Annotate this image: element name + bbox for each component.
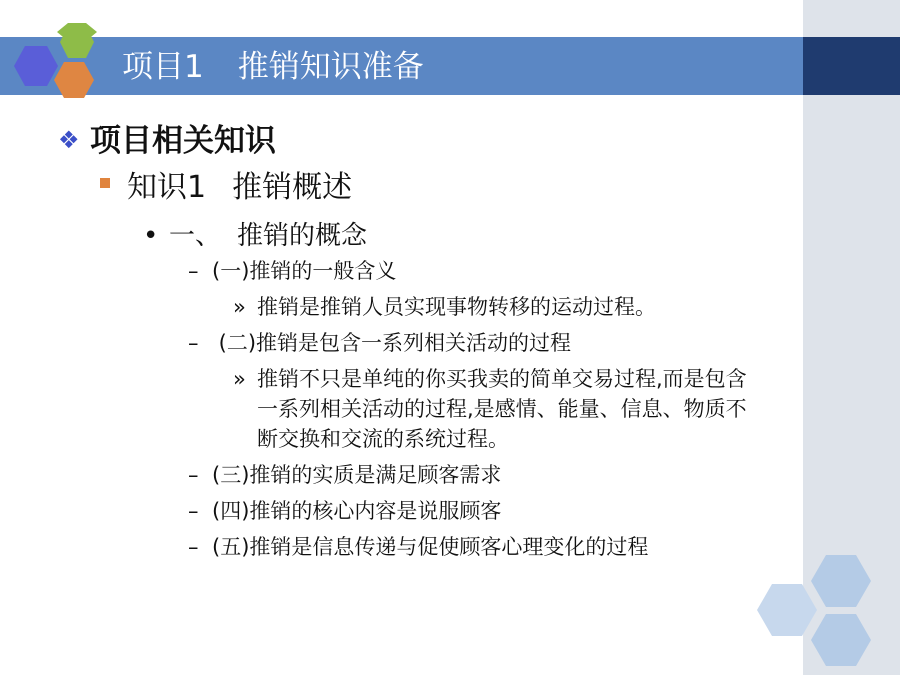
- item-text-line3: 断交换和交流的系统过程。: [257, 427, 509, 451]
- list-item: [188, 256, 396, 286]
- section-prefix: 一、: [169, 221, 222, 251]
- dot-bullet-icon: •: [143, 221, 159, 251]
- heading: [58, 120, 276, 161]
- hexagon-orange: [54, 62, 94, 98]
- dash-marker: –: [188, 331, 199, 355]
- chevron-marker: »: [233, 295, 246, 319]
- dash-marker: –: [188, 259, 199, 283]
- diamond-bullet-icon: ❖: [58, 126, 80, 154]
- heading-text: 项目相关知识: [90, 123, 276, 159]
- hexagon-logo: [8, 20, 108, 108]
- dash-marker: –: [188, 535, 199, 559]
- list-item: [188, 496, 501, 526]
- list-item: [188, 328, 571, 358]
- item-text: (三)推销的实质是满足顾客需求: [212, 463, 502, 487]
- item-text: (五)推销是信息传递与促使顾客心理变化的过程: [212, 535, 649, 559]
- hexagon-light-bottom: [811, 614, 871, 666]
- hexagon-blue: [14, 46, 58, 86]
- subheading-main: 推销概述: [232, 170, 353, 205]
- list-item: [188, 532, 648, 562]
- slide-title: [122, 47, 424, 87]
- item-text: (二)推销是包含一系列相关活动的过程: [212, 331, 572, 355]
- title-bar-dark-block: [803, 37, 900, 95]
- list-item: [233, 292, 853, 322]
- item-text: (四)推销的核心内容是说服顾客: [212, 499, 502, 523]
- subheading-prefix: 知识1: [127, 170, 207, 205]
- subheading: [100, 168, 352, 208]
- section-main: 推销的概念: [237, 221, 368, 251]
- title-main: 推销知识准备: [237, 49, 424, 85]
- item-text-line2: 一系列相关活动的过程,是感情、能量、信息、物质不: [257, 397, 747, 421]
- square-bullet-icon: [100, 178, 110, 188]
- list-item: [233, 364, 853, 454]
- item-text: 推销是推销人员实现事物转移的运动过程。: [257, 295, 656, 319]
- section-heading: [143, 218, 367, 254]
- hexagon-light-top: [811, 555, 871, 607]
- hexagon-light-left: [757, 584, 817, 636]
- title-prefix: 项目1: [122, 49, 204, 85]
- item-text: (一)推销的一般含义: [212, 259, 397, 283]
- hexagon-cluster: [756, 552, 900, 675]
- chevron-marker: »: [233, 367, 246, 391]
- item-text-continuation: [257, 394, 867, 454]
- item-text-line1: 推销不只是单纯的你买我卖的简单交易过程,而是包含: [257, 367, 747, 391]
- dash-marker: –: [188, 463, 199, 487]
- list-item: [188, 460, 501, 490]
- dash-marker: –: [188, 499, 199, 523]
